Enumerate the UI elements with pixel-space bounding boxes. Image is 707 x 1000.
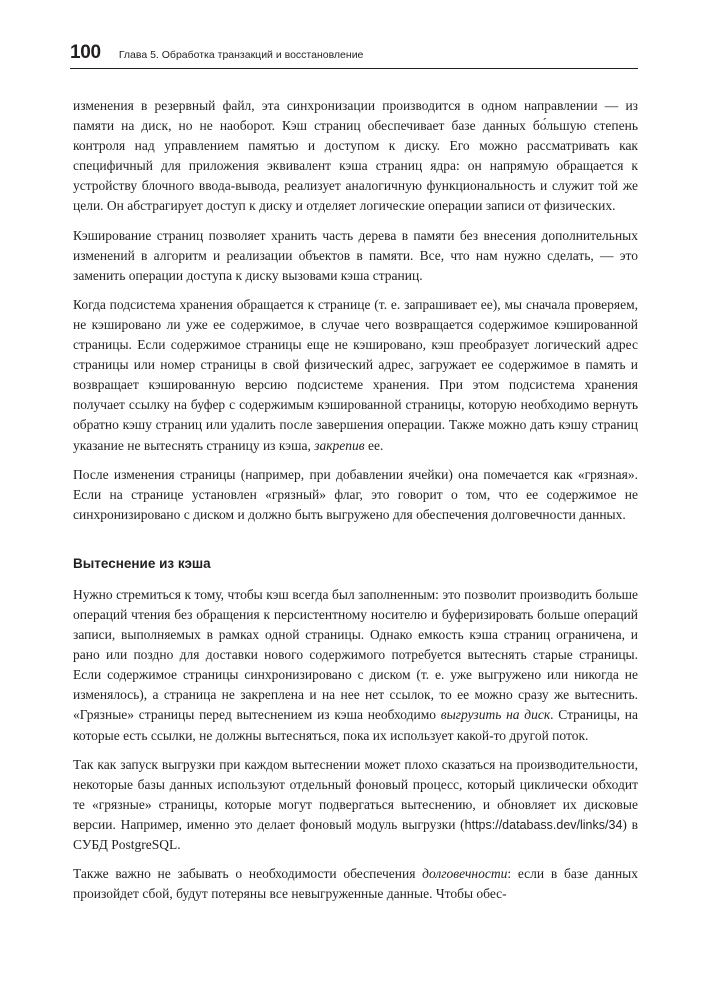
section-paragraph-3: Также важно не забывать о необходимости обеспечения долговечности: если в базе данных произойдет сбой, будут потеряны все невыгруженные данные. Чтобы обес- — [73, 866, 638, 902]
section-paragraph-1: Нужно стремиться к тому, чтобы кэш всегда был заполненным: это позволит производить больше операций чтения без обращения к персистентному носителю и буферизировать больше операций записи, выполняемых в рамках одной страницы. Однако емкость кэша страниц ограничена, и рано или поздно для доставки нового содержимого потребуется вытеснять старые страницы. Если содержимое страницы синхронизировано с диском (т. е. уже выгружено или никогда не изменялось), а страница не закреплена и на нее нет ссылок, то ее можно сразу же вытеснить. «Грязные» страницы перед вытеснением из кэша необходимо выгрузить на диск. Страницы, на которые есть ссылки, не должны вытесняться, пока их использует какой-то другой поток. — [73, 586, 639, 743]
page-body — [73, 96, 638, 913]
page-number: 100 — [70, 42, 101, 63]
emphasis-durability: долговечности — [422, 866, 508, 882]
paragraph-2: Кэширование страниц позволяет хранить часть дерева в памяти без внесения дополнительных изменений в алгоритм и реализации объектов в памяти. Все, что нам нужно сделать, — это заменить операции доступа к диску вызовами кэша страниц. — [73, 227, 638, 283]
paragraph-1: изменения в резервный файл, эта синхронизации производится в одном направлении — из памяти на диск, но не наоборот. Кэш страниц обеспечивает базе данных бо́льшую степень контроля над управлением памятью и доступом к диску. Его можно рассматривать как специфичный для приложения эквивалент кэша страниц ядра: он напрямую обращается к устройству блочного ввода-вывода, реализует аналогичную функциональность и служит той же цели. Он абстрагирует доступ к диску и отделяет логические операции записи от физических. — [73, 98, 638, 214]
reference-link[interactable]: https://databass.dev/links/34 — [464, 817, 623, 832]
paragraph-4: После изменения страницы (например, при добавлении ячейки) она помечается как «грязная». Если на странице установлен «грязный» флаг, это говорит о том, что ее содержимое не синхронизировано с диском и должно быть выгружено для обеспечения долговечности данных. — [73, 466, 638, 522]
section-paragraph-2: Так как запуск выгрузки при каждом вытеснении может плохо сказаться на производительности, некоторые базы данных используют отдельный фоновый процесс, который циклически обходит те «грязные» страницы, которые могут подвергаться вытеснению, и обновляет их дисковые версии. Например, именно это делает фоновый модуль выгрузки (https://databass.dev/links/34) в СУБД PostgreSQL. — [73, 756, 638, 852]
paragraph-3: Когда подсистема хранения обращается к странице (т. е. запрашивает ее), мы сначала проверяем, не кэшировано ли уже ее содержимое, в случае чего возвращается содержимое кэшированной страницы. Если содержимое страницы еще не кэшировано, кэш преобразует логический адрес страницы или номер страницы в свой физический адрес, загружает ее содержимое в память и возвращает кэшированную версию подсистеме хранения. При этом подсистема хранения получает ссылку на буфер с содержимым кэшированной страницы, которую необходимо вернуть обратно кэшу страниц или удалить после завершения операции. Также можно дать кэшу страниц указание не вытеснять страницу из кэша, закрепив ее. — [73, 296, 638, 453]
chapter-title: Глава 5. Обработка транзакций и восстановление — [118, 49, 364, 61]
running-header — [70, 43, 638, 69]
section-heading: Вытеснение из кэша — [73, 555, 211, 571]
emphasis-pinned: закрепив — [314, 437, 365, 453]
emphasis-flush: выгрузить на диск — [440, 707, 551, 723]
